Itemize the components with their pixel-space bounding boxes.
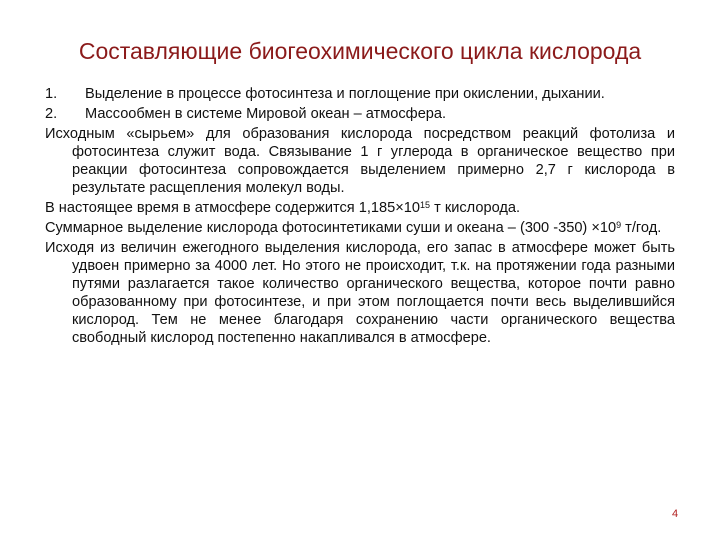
page-number: 4 — [671, 508, 679, 520]
paragraph-total-release — [45, 219, 675, 237]
list-item — [45, 105, 675, 123]
paragraph-oxygen-balance: Исходя из величин ежегодного выделения кислорода, его запас в атмосфере может быть удвоен примерно за 4000 лет. Но этого не происходит, т.к. на протяжении года разными путями разлагается такое количество органического вещества, которое почти равно образованному при фотосинтезе, и при этом поглощается почти весь выделившийся кислород. Тем не менее благодаря сохранению части органического вещества свободный кислород постепенно накапливался в атмосфере. — [45, 240, 675, 346]
text-segment: т/год. — [621, 220, 662, 236]
slide-title: Составляющие биогеохимического цикла кислорода — [78, 38, 642, 64]
superscript: 15 — [420, 200, 431, 210]
text-segment: В настоящее время в атмосфере содержится 1,185×10 — [45, 200, 421, 216]
list-text: Выделение в процессе фотосинтеза и поглощение при окислении, дыхании. — [85, 86, 605, 102]
superscript: 9 — [616, 220, 622, 230]
slide-body — [45, 85, 675, 349]
paragraph-atmosphere-content — [45, 199, 675, 217]
text-segment: т кислорода. — [430, 200, 521, 216]
list-number: 2. — [45, 106, 58, 122]
text-segment: Суммарное выделение кислорода фотосинтетиками суши и океана – (300 -350) ×10 — [45, 220, 617, 236]
list-text: Массообмен в системе Мировой океан – атмосфера. — [85, 106, 447, 122]
paragraph-water-source: Исходным «сырьем» для образования кислорода посредством реакций фотолиза и фотосинтеза служит вода. Связывание 1 г углерода в органическое вещество при реакции фотосинтеза сопровождается выделением примерно 2,7 г кислорода в результате расщепления молекул воды. — [45, 126, 675, 196]
list-item — [45, 85, 675, 103]
list-number: 1. — [45, 86, 58, 102]
